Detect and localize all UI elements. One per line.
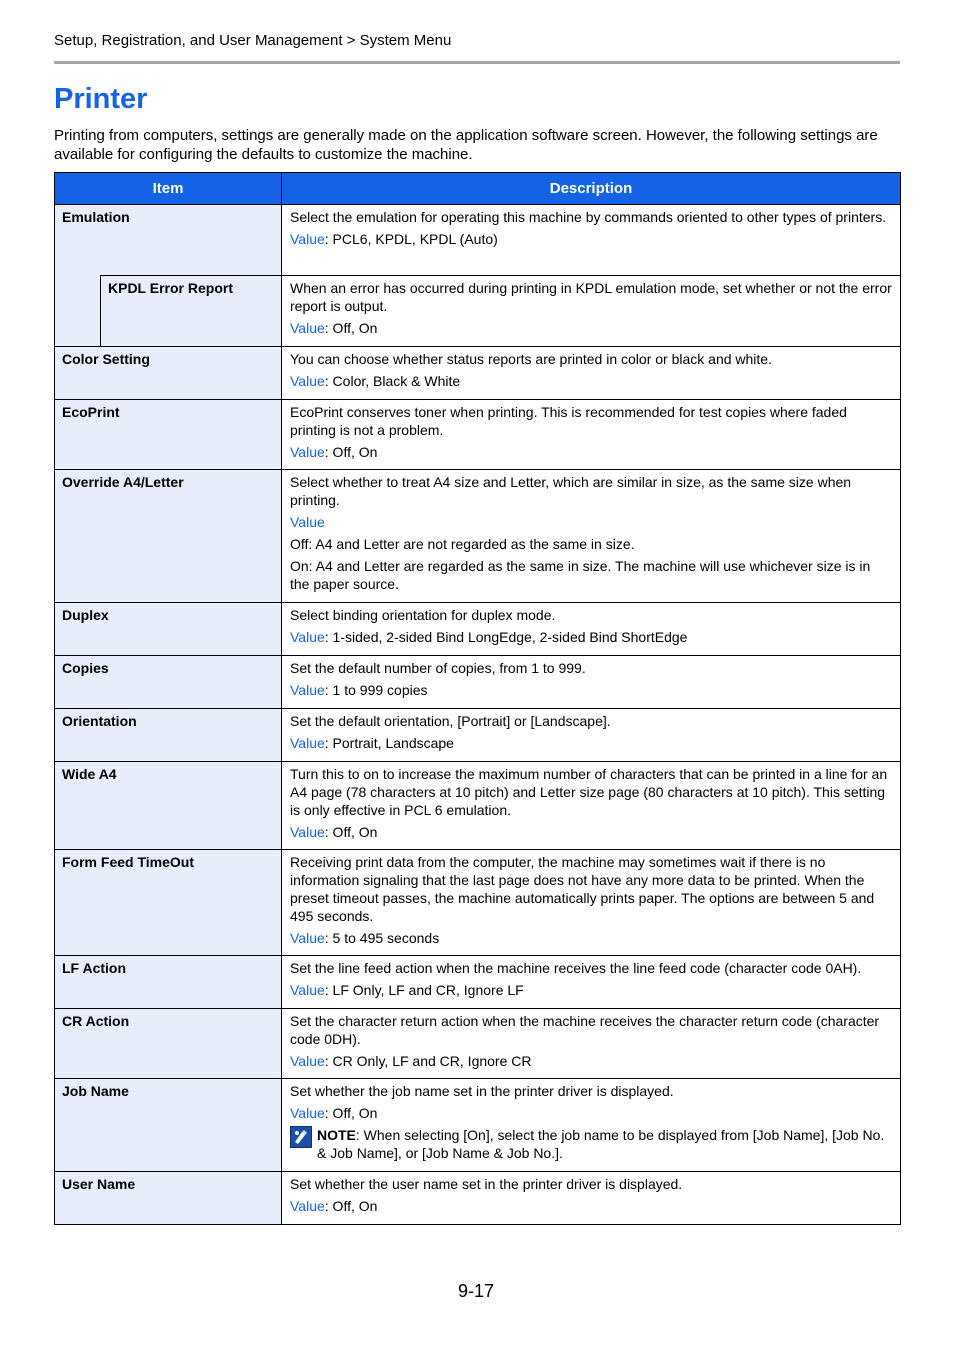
note-block [290, 1126, 892, 1162]
table-row [55, 347, 901, 400]
description-text: Set the character return action when the machine receives the character return code (character code 0DH). [290, 1013, 880, 1047]
value-text: : LF Only, LF and CR, Ignore LF [324, 982, 524, 998]
page-number: 9-17 [458, 1281, 495, 1301]
value-label: Value [290, 682, 325, 698]
value-label: Value [290, 735, 325, 751]
header-item: Item [55, 173, 282, 205]
description-text: Set the line feed action when the machine receives the line feed code (character code 0AH). [290, 960, 862, 976]
description-text: Select binding orientation for duplex mode. [290, 607, 556, 623]
description-cell [282, 850, 901, 956]
value-text: : PCL6, KPDL, KPDL (Auto) [324, 231, 498, 247]
value-label: Value [290, 231, 325, 247]
table-row [55, 603, 901, 656]
settings-table [54, 172, 901, 1225]
table-row [55, 470, 901, 603]
item-name: CR Action [55, 1009, 282, 1079]
item-name: Form Feed TimeOut [55, 850, 282, 956]
value-text: : Off, On [324, 444, 378, 460]
value-line [290, 1197, 892, 1215]
description-text: Set whether the job name set in the printer driver is displayed. [290, 1083, 674, 1099]
item-name: Emulation [55, 205, 282, 276]
description-text: EcoPrint conserves toner when printing. This is recommended for test copies where faded printing is not a problem. [290, 404, 847, 438]
value-line [290, 823, 892, 841]
value-line [290, 628, 892, 646]
table-header-row [55, 173, 901, 205]
breadcrumb: Setup, Registration, and User Management > System Menu [54, 32, 452, 49]
item-name: Job Name [55, 1079, 282, 1172]
item-name: EcoPrint [55, 400, 282, 470]
note-icon [290, 1126, 312, 1148]
item-name: Color Setting [55, 347, 282, 400]
value-text: : 1-sided, 2-sided Bind LongEdge, 2-sided Bind ShortEdge [324, 629, 688, 645]
value-text: : Portrait, Landscape [324, 735, 454, 751]
note-text-wrap [317, 1126, 892, 1162]
value-line [290, 981, 892, 999]
table-row [55, 850, 901, 956]
description-cell [282, 603, 901, 656]
description-cell [282, 709, 901, 762]
item-name: Copies [55, 656, 282, 709]
intro-paragraph: Printing from computers, settings are generally made on the application software screen. However, the following settings are available for configuring the defaults to customize the machine. [54, 127, 878, 163]
value-line [290, 929, 892, 947]
value-text: : 1 to 999 copies [324, 682, 428, 698]
value-line [290, 230, 892, 248]
table-row [55, 1172, 901, 1225]
value-label: Value [290, 930, 325, 946]
value-line [290, 372, 892, 390]
value-text: : Off, On [324, 1105, 378, 1121]
note-label: NOTE [317, 1127, 356, 1143]
description-cell [282, 470, 901, 603]
value-text: : Off, On [324, 824, 378, 840]
description-text: Turn this to on to increase the maximum number of characters that can be printed in a line for an A4 page (78 characters at 10 pitch) and Letter size page (80 characters at 10 pitch). This setting is only effective in PCL 6 emulation. [290, 766, 888, 818]
indent-cell [55, 276, 101, 347]
value-text: : Off, On [324, 320, 378, 336]
value-line [290, 1052, 892, 1070]
table-row [55, 400, 901, 470]
header-rule [54, 61, 900, 64]
value-on-text: On: A4 and Letter are regarded as the same in size. The machine will use whichever size is in the paper source. [290, 558, 871, 592]
description-text: Set the default orientation, [Portrait] or [Landscape]. [290, 713, 611, 729]
description-text: Set whether the user name set in the printer driver is displayed. [290, 1176, 683, 1192]
item-name: KPDL Error Report [101, 276, 282, 347]
table-row [55, 205, 901, 276]
value-text: : Color, Black & White [324, 373, 461, 389]
description-cell [282, 956, 901, 1009]
description-cell [282, 1172, 901, 1225]
value-label: Value [290, 444, 325, 460]
item-name: Override A4/Letter [55, 470, 282, 603]
value-line [290, 319, 892, 337]
value-label: Value [290, 373, 325, 389]
value-label: Value [290, 514, 325, 530]
description-cell [282, 276, 901, 347]
value-label: Value [290, 1198, 325, 1214]
description-text: Receiving print data from the computer, the machine may sometimes wait if there is no information signaling that the last page does not have any more data to be printed. When the preset timeout passes, the machine automatically prints paper. The options are between 5 and 495 seconds. [290, 854, 875, 924]
description-cell [282, 762, 901, 850]
item-name: Wide A4 [55, 762, 282, 850]
description-cell [282, 400, 901, 470]
value-line [290, 681, 892, 699]
description-cell [282, 1009, 901, 1079]
value-line [290, 1104, 892, 1122]
description-cell [282, 1079, 901, 1172]
table-row [55, 762, 901, 850]
description-text: When an error has occurred during printing in KPDL emulation mode, set whether or not the error report is output. [290, 280, 892, 314]
table-row [55, 276, 901, 347]
value-off-text: Off: A4 and Letter are not regarded as the same in size. [290, 536, 635, 552]
value-label: Value [290, 824, 325, 840]
note-text: : When selecting [On], select the job name to be displayed from [Job Name], [Job No. & Job Name], or [Job Name & Job No.]. [317, 1127, 885, 1161]
value-label: Value [290, 320, 325, 336]
value-text: : Off, On [324, 1198, 378, 1214]
value-label: Value [290, 1053, 325, 1069]
table-row [55, 956, 901, 1009]
item-name: User Name [55, 1172, 282, 1225]
item-name: Duplex [55, 603, 282, 656]
value-line [290, 734, 892, 752]
table-row [55, 709, 901, 762]
value-line [290, 443, 892, 461]
value-label: Value [290, 629, 325, 645]
value-text: : 5 to 495 seconds [324, 930, 440, 946]
description-text: Select whether to treat A4 size and Letter, which are similar in size, as the same size when printing. [290, 474, 852, 508]
value-label: Value [290, 982, 325, 998]
header-description: Description [282, 173, 901, 205]
table-row [55, 1009, 901, 1079]
description-text: Set the default number of copies, from 1 to 999. [290, 660, 586, 676]
value-line [290, 513, 892, 531]
description-cell [282, 347, 901, 400]
value-text: : CR Only, LF and CR, Ignore CR [324, 1053, 532, 1069]
table-row [55, 656, 901, 709]
description-text: You can choose whether status reports are printed in color or black and white. [290, 351, 772, 367]
value-label: Value [290, 1105, 325, 1121]
page-title: Printer [54, 83, 148, 115]
item-name: LF Action [55, 956, 282, 1009]
table-row [55, 1079, 901, 1172]
description-cell [282, 656, 901, 709]
item-name: Orientation [55, 709, 282, 762]
description-cell [282, 205, 901, 276]
description-text: Select the emulation for operating this machine by commands oriented to other types of printers. [290, 209, 887, 225]
